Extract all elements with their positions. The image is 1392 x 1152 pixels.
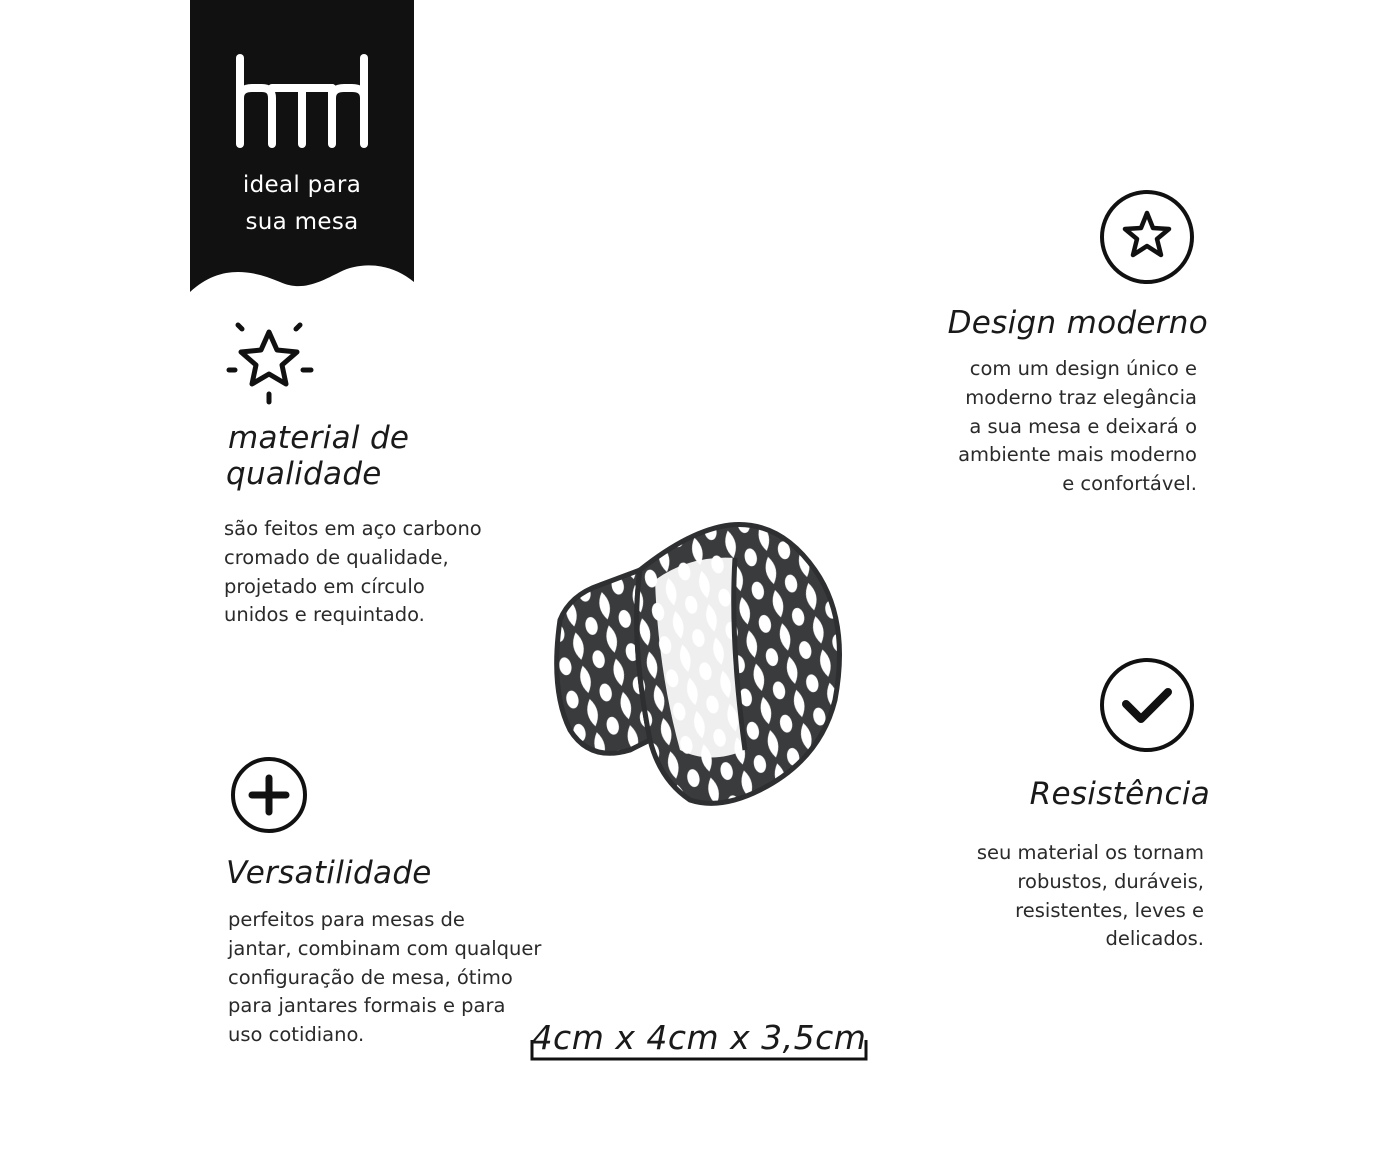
napkin-ring-image (530, 500, 870, 840)
plus-circle-icon (230, 756, 310, 836)
star-circle-icon (1098, 188, 1196, 286)
design-desc-line: e confortável. (1062, 472, 1197, 496)
material-title-line-1: material de (228, 420, 410, 456)
versatility-description (228, 906, 541, 1050)
material-title-line-2: qualidade (226, 456, 382, 492)
resistance-description (940, 839, 1204, 954)
tagline-line-1: ideal para (242, 172, 362, 198)
material-desc-line: projetado em círculo (224, 574, 425, 598)
tagline-line-2: sua mesa (245, 209, 359, 235)
versatility-desc-line: configuração de mesa, ótimo (228, 965, 513, 989)
design-desc-line: a sua mesa e deixará o (969, 414, 1197, 438)
versatility-desc-line: jantar, combinam com qualquer (228, 936, 542, 960)
versatility-desc-line: perfeitos para mesas de (228, 908, 465, 931)
resistance-desc-line: resistentes, leves e (1015, 898, 1204, 922)
product-dimensions: 4cm x 4cm x 3,5cm (531, 1018, 867, 1057)
design-desc-line: moderno traz elegância (965, 385, 1197, 409)
design-desc-line: ambiente mais moderno (958, 443, 1197, 467)
design-desc-line: com um design único e (969, 357, 1197, 380)
design-title: Design moderno (947, 305, 1208, 341)
resistance-title: Resistência (1029, 776, 1210, 812)
check-circle-icon (1098, 656, 1196, 754)
versatility-title: Versatilidade (226, 855, 432, 891)
material-desc-line: cromado de qualidade, (224, 545, 449, 569)
versatility-desc-line: uso cotidiano. (228, 1023, 365, 1047)
material-description (224, 515, 482, 630)
design-description (930, 355, 1197, 499)
resistance-desc-line: robustos, duráveis, (1017, 869, 1204, 893)
resistance-desc-line: delicados. (1105, 927, 1204, 951)
resistance-desc-line: seu material os tornam (976, 841, 1204, 864)
material-desc-line: são feitos em aço carbono (224, 517, 482, 540)
hth-logo (234, 54, 370, 150)
brand-banner (190, 0, 414, 296)
sparkle-star-icon (222, 318, 318, 410)
versatility-desc-line: para jantares formais e para (228, 994, 506, 1018)
material-desc-line: unidos e requintado. (224, 603, 425, 627)
